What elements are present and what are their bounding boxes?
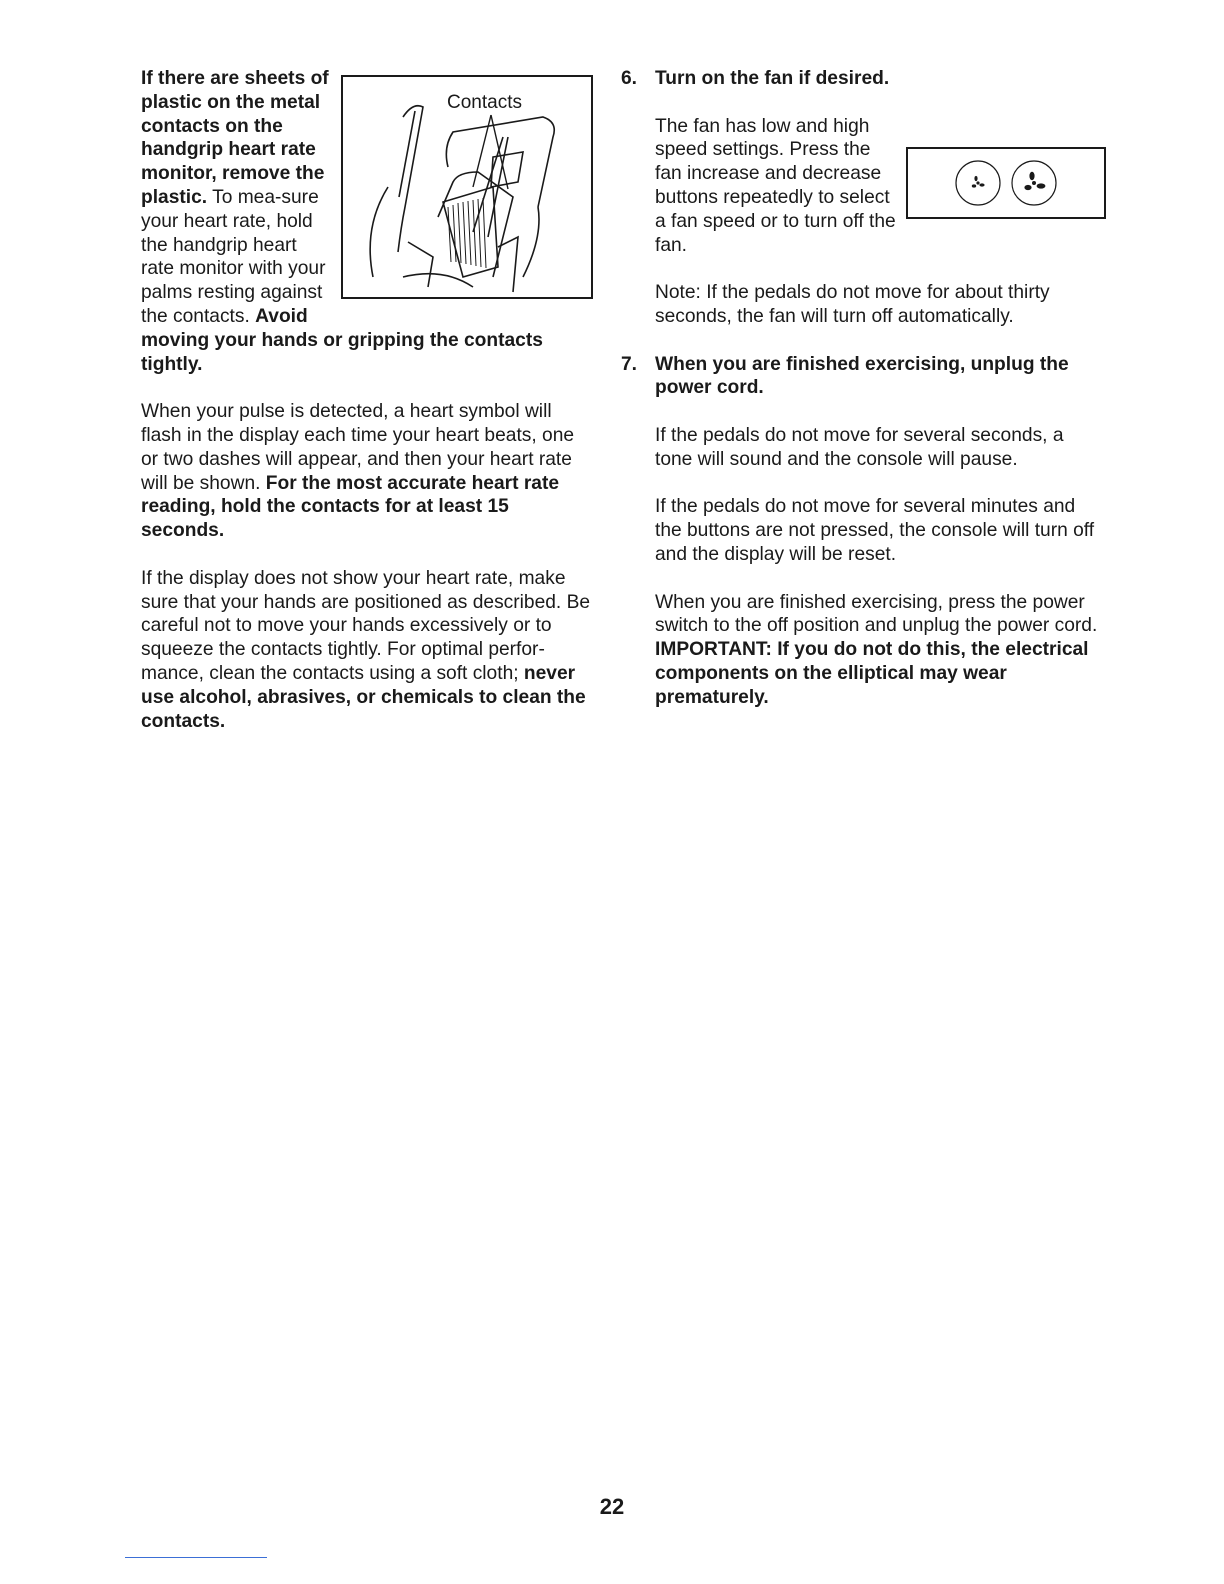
step-6-number: 6. — [621, 68, 638, 89]
plastic-instruction-text: To mea-sure your heart rate, hold the handgrip heart rate monitor with your palms resting against the contacts. — [141, 186, 326, 327]
cleaning-warning: never use alcohol, abrasives, or chemicals to clean the contacts. — [141, 662, 586, 732]
step-6 — [621, 67, 1106, 329]
fan-description: The fan has low and high speed settings. Press the fan increase and decrease buttons repeatedly to select a fan speed or to turn off the fan. — [655, 115, 896, 256]
pulse-text: When your pulse is detected, a heart symbol will flash in the display each time your heart beats, one or two dashes will appear, and then your heart rate will be shown. — [141, 401, 575, 494]
step-7-number: 7. — [621, 353, 638, 375]
handgrip-contacts-figure — [341, 75, 593, 299]
unplug-text: When you are finished exercising, press the power switch to the off position and unplug the power cord. — [655, 591, 1098, 637]
console-pause-text: If the pedals do not move for several seconds, a tone will sound and the console will pause. — [655, 424, 1064, 470]
right-column — [621, 67, 1106, 710]
pulse-paragraph — [141, 400, 593, 543]
left-column — [141, 67, 593, 733]
accurate-reading-tip: For the most accurate heart rate reading, hold the contacts for at least 15 seconds. — [141, 472, 560, 542]
footer-link-underline — [125, 1557, 267, 1558]
step-6-heading: Turn on the fan if desired. — [655, 68, 890, 89]
avoid-moving-warning: Avoid moving your hands or gripping the contacts tightly. — [141, 305, 543, 375]
fan-note: Note: If the pedals do not move for about thirty seconds, the fan will turn off automatically. — [655, 282, 1050, 327]
unplug-paragraph — [655, 591, 1106, 710]
display-text: If the display does not show your heart rate, make sure that your hands are positioned as described. Be careful not to move your hands excessively or to squeeze the contacts tightly. For optimal perfor-mance, clean the contacts using a soft cloth; — [141, 567, 591, 684]
step-6-body — [621, 115, 1106, 329]
fan-buttons-illustration — [908, 149, 1104, 217]
page-number: 22 — [599, 1494, 625, 1519]
fan-buttons-figure — [906, 147, 1106, 219]
step-7-heading: When you are finished exercising, unplug the power cord. — [655, 353, 1069, 399]
step-7-body — [621, 424, 1106, 710]
step-7 — [621, 353, 1106, 710]
contacts-label: Contacts — [447, 92, 522, 113]
plastic-instruction-bold: If there are sheets of plastic on the metal contacts on the handgrip heart rate monitor, remove the plastic. — [141, 68, 329, 208]
console-off-text: If the pedals do not move for several minutes and the buttons are not pressed, the console will turn off and the display will be reset. — [655, 496, 1095, 565]
important-warning: IMPORTANT: If you do not do this, the electrical components on the elliptical may wear prematurely. — [655, 639, 1089, 708]
display-paragraph — [141, 567, 593, 734]
